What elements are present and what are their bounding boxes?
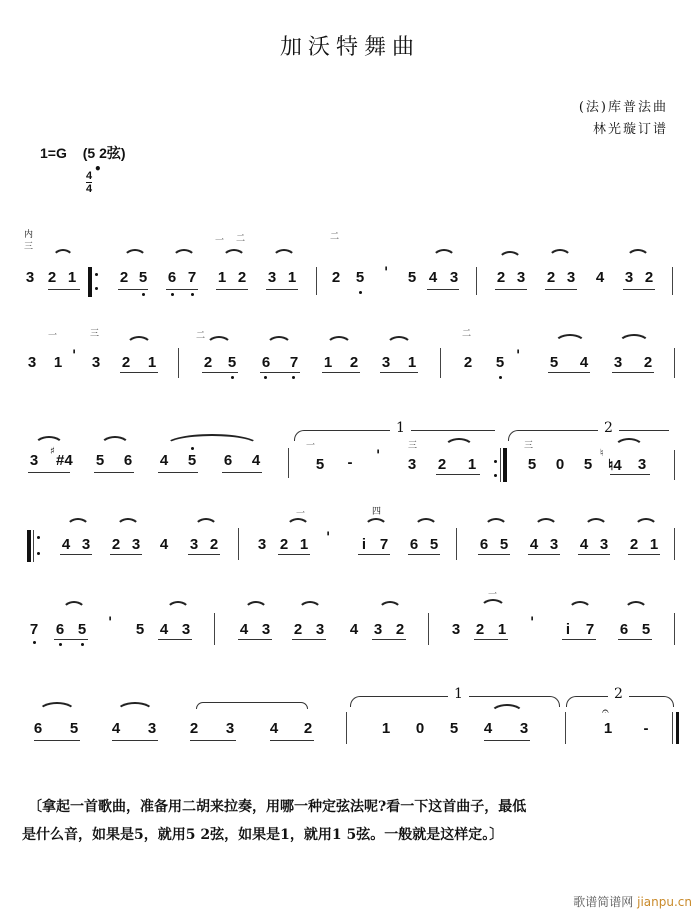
note: 2: [643, 354, 653, 371]
breath-mark: ': [326, 530, 331, 546]
underline: [222, 472, 262, 473]
note: 3: [181, 621, 191, 638]
repeat-dot: [494, 474, 497, 477]
slur: [100, 436, 130, 446]
underline: [260, 372, 300, 373]
low-octave-dot: [499, 376, 502, 379]
fingering-three: 三: [24, 242, 34, 252]
breath-mark: ': [108, 615, 113, 631]
note: 2: [644, 269, 654, 286]
note: 3: [27, 354, 37, 371]
fingering-one: 一: [296, 509, 306, 519]
underline: [292, 639, 326, 640]
note: 5: [227, 354, 237, 371]
note: 2: [303, 720, 313, 737]
bar-line: [346, 712, 347, 744]
repeat-dot: [95, 287, 98, 290]
slur: [326, 336, 352, 346]
staff-row-5: [0, 585, 700, 645]
note: 3: [373, 621, 383, 638]
note: #4: [56, 452, 73, 469]
low-octave-dot: [81, 643, 84, 646]
underline: [54, 639, 88, 640]
note: 5: [407, 269, 417, 286]
slur: [66, 518, 90, 528]
volta-number-2: 2: [598, 420, 619, 436]
note: 4: [349, 621, 359, 638]
bar-line: [476, 267, 477, 295]
time-signature: [86, 170, 92, 195]
fingering-one: 一: [215, 236, 225, 246]
underline: [94, 472, 134, 473]
note: 2: [437, 456, 447, 473]
bar-line: [238, 528, 239, 560]
note: 2: [203, 354, 213, 371]
underline: [358, 554, 390, 555]
note: 2: [546, 269, 556, 286]
note: 6: [223, 452, 233, 469]
note: 4: [428, 269, 438, 286]
note: 7: [585, 621, 595, 638]
bar-line: [288, 448, 289, 478]
note: 1: [603, 720, 613, 737]
slur: [272, 249, 296, 259]
note: 3: [519, 720, 529, 737]
bar-line: [674, 450, 675, 480]
bar-line: [456, 528, 457, 560]
underline: [372, 639, 406, 640]
note: 3: [267, 269, 277, 286]
underline: [188, 554, 220, 555]
bar-line: [674, 348, 675, 378]
slur: [164, 434, 260, 446]
slur: [34, 436, 64, 446]
note: 4: [579, 354, 589, 371]
bar-line: [500, 448, 501, 482]
note: 5: [315, 456, 325, 473]
note: 2: [47, 269, 57, 286]
slur: [244, 601, 268, 611]
note: 5: [499, 536, 509, 553]
low-octave-dot: [292, 376, 295, 379]
underline: [408, 554, 440, 555]
note: 3: [189, 536, 199, 553]
fingering-three: 三: [90, 329, 100, 339]
note: 2: [237, 269, 247, 286]
slur: [62, 601, 86, 611]
note: 1: [323, 354, 333, 371]
note: 3: [131, 536, 141, 553]
note: 6: [409, 536, 419, 553]
note: 1: [497, 621, 507, 638]
low-octave-dot: [59, 643, 62, 646]
fingering-three: 三: [408, 441, 418, 451]
arranger-credit: 林光璇订谱: [592, 122, 668, 137]
underline: [474, 639, 508, 640]
repeat-dot: [37, 536, 40, 539]
staff-row-6: [0, 680, 700, 740]
fermata-icon: 𝄐: [602, 704, 609, 718]
fingering-four: 四: [372, 507, 382, 517]
note: 7: [379, 536, 389, 553]
note: 7: [187, 269, 197, 286]
high-octave-dot: [191, 447, 194, 450]
note: 5: [583, 456, 593, 473]
underline: [612, 372, 654, 373]
underline: [158, 472, 198, 473]
slur: [386, 336, 412, 346]
underline: [478, 554, 510, 555]
note: 1: [649, 536, 659, 553]
note: 4: [159, 536, 169, 553]
low-octave-dot: [33, 641, 36, 644]
note: 2: [279, 536, 289, 553]
slur: [166, 601, 190, 611]
underline: [266, 289, 298, 290]
fingering-one: 一: [488, 590, 498, 600]
watermark-en: jianpu.cn: [637, 895, 692, 909]
note: 4: [529, 536, 539, 553]
note: 3: [407, 456, 417, 473]
underline: [484, 740, 530, 741]
slur: [116, 702, 154, 712]
note: 5: [135, 621, 145, 638]
note: 1: [217, 269, 227, 286]
underline: [436, 474, 480, 475]
underline: [495, 289, 527, 290]
note: i: [361, 536, 367, 553]
note: 1: [53, 354, 63, 371]
slur: [206, 336, 232, 346]
explanatory-note: [22, 793, 678, 849]
note: 4: [239, 621, 249, 638]
low-octave-dot: [191, 293, 194, 296]
note-line-2: 是什么音，如果是5，就用5 2弦，如果是1，就用1 5弦。一般就是这样定。〕: [22, 827, 504, 843]
bar-line: [440, 348, 441, 378]
staff-row-2: [0, 320, 700, 380]
note: 5: [527, 456, 537, 473]
slur: [364, 518, 388, 528]
note: 3: [81, 536, 91, 553]
slur: [618, 334, 650, 344]
underline: [48, 289, 80, 290]
repeat-dot: [95, 273, 98, 276]
volta-number-1: 1: [390, 420, 411, 436]
slur: [480, 599, 506, 609]
slur: [548, 249, 572, 259]
slur: [626, 249, 650, 259]
note: 3: [451, 621, 461, 638]
note: 4: [595, 269, 605, 286]
fingering-one: 一: [48, 331, 58, 341]
slur: [126, 336, 152, 346]
slur: [286, 518, 310, 528]
note: 3: [566, 269, 576, 286]
note: -: [347, 454, 353, 471]
note: 2: [463, 354, 473, 371]
note: 3: [261, 621, 271, 638]
key-label: 1=G: [40, 145, 67, 161]
note: 2: [331, 269, 341, 286]
volta-number-1: 1: [448, 686, 469, 702]
underline: [158, 639, 192, 640]
note: 5: [95, 452, 105, 469]
note: 3: [613, 354, 623, 371]
bar-line: [672, 267, 673, 295]
repeat-end-bar: [503, 448, 507, 482]
low-octave-dot: [264, 376, 267, 379]
low-octave-dot: [171, 293, 174, 296]
natural-accidental: ♮: [600, 448, 604, 459]
note: 5: [355, 269, 365, 286]
note: ♮4: [608, 457, 622, 474]
fingering-one: 一: [306, 441, 316, 451]
note: 5: [549, 354, 559, 371]
underline: [60, 554, 92, 555]
staff-row-4: [0, 500, 700, 560]
page-title: 加沃特舞曲: [279, 35, 420, 60]
note: 3: [516, 269, 526, 286]
note: 5: [138, 269, 148, 286]
underline: [610, 474, 650, 475]
fingering-two: 二: [462, 329, 472, 339]
note: 6: [619, 621, 629, 638]
underline: [190, 740, 236, 741]
breath-mark: ': [516, 348, 521, 364]
slur: [634, 518, 658, 528]
watermark-cn: 歌谱简谱网: [573, 895, 634, 909]
note: 4: [483, 720, 493, 737]
note: 4: [61, 536, 71, 553]
note: 4: [251, 452, 261, 469]
slur: [414, 518, 438, 528]
note: 1: [407, 354, 417, 371]
note: 2: [349, 354, 359, 371]
note: 3: [225, 720, 235, 737]
tuning-label: (5 2弦): [82, 145, 126, 161]
composer-credit: (法)库普法曲: [578, 100, 668, 115]
note: 1: [67, 269, 77, 286]
slur: [534, 518, 558, 528]
note: 6: [479, 536, 489, 553]
note: 2: [496, 269, 506, 286]
note: 2: [111, 536, 121, 553]
slur: [584, 518, 608, 528]
note: 3: [624, 269, 634, 286]
breath-mark: ': [376, 448, 381, 464]
note: 6: [167, 269, 177, 286]
bar-line: [565, 712, 566, 744]
underline: [427, 289, 459, 290]
slur: [196, 702, 308, 709]
dot-mark: •: [94, 162, 102, 176]
note: 4: [269, 720, 279, 737]
note: 3: [315, 621, 325, 638]
fingering-two: 二: [330, 232, 340, 242]
note: i: [565, 621, 571, 638]
note: 1: [467, 456, 477, 473]
note: 2: [293, 621, 303, 638]
underline: [28, 472, 70, 473]
underline: [623, 289, 655, 290]
underline: [110, 554, 142, 555]
repeat-dot: [494, 460, 497, 463]
note: 7: [29, 621, 39, 638]
staff-row-3: [0, 410, 700, 474]
note: 5: [69, 720, 79, 737]
slur: [52, 249, 74, 259]
fingering-two: 二: [236, 234, 246, 244]
slur: [498, 251, 522, 261]
low-octave-dot: [142, 293, 145, 296]
underline: [118, 289, 148, 290]
fingering-three: 三: [524, 441, 534, 451]
note: 4: [159, 621, 169, 638]
slur: [554, 334, 586, 344]
note: 6: [123, 452, 133, 469]
note: 2: [395, 621, 405, 638]
note: 3: [549, 536, 559, 553]
underline: [618, 639, 652, 640]
slur: [172, 249, 196, 259]
note: 1: [299, 536, 309, 553]
low-octave-dot: [359, 291, 362, 294]
time-top: 4: [86, 170, 93, 182]
note: 2: [629, 536, 639, 553]
underline: [202, 372, 238, 373]
underline: [548, 372, 590, 373]
note: 7: [289, 354, 299, 371]
note: 1: [381, 720, 391, 737]
note: -: [643, 720, 649, 737]
volta-number-2: 2: [608, 686, 629, 702]
slur: [38, 702, 76, 712]
underline: [562, 639, 596, 640]
note: 3: [599, 536, 609, 553]
low-octave-dot: [231, 376, 234, 379]
note: 5: [641, 621, 651, 638]
slur: [568, 601, 592, 611]
note: 3: [147, 720, 157, 737]
repeat-start-bar: [27, 530, 31, 562]
note: 5: [429, 536, 439, 553]
underline: [545, 289, 577, 290]
note: 3: [449, 269, 459, 286]
repeat-dot: [37, 552, 40, 555]
note: 3: [29, 452, 39, 469]
breath-mark: ': [530, 615, 535, 631]
note: 3: [91, 354, 101, 371]
note: 3: [381, 354, 391, 371]
note: 2: [209, 536, 219, 553]
bar-line: [316, 267, 317, 295]
note: 5: [187, 452, 197, 469]
note: 0: [555, 456, 565, 473]
watermark: [573, 893, 692, 910]
bar-line: [214, 613, 215, 645]
underline: [216, 289, 248, 290]
time-bottom: 4: [86, 183, 93, 195]
underline: [112, 740, 158, 741]
underline: [278, 554, 310, 555]
repeat-start-bar: [88, 267, 92, 297]
breath-mark: ': [72, 348, 77, 364]
note: 6: [261, 354, 271, 371]
slur: [222, 249, 246, 259]
note: 2: [119, 269, 129, 286]
bar-line: [672, 712, 673, 744]
slur: [123, 249, 147, 259]
note: 5: [495, 354, 505, 371]
underline: [322, 372, 360, 373]
note: 2: [189, 720, 199, 737]
note-line-1: 〔拿起一首歌曲，准备用二胡来拉奏，用哪一种定弦法呢?看一下这首曲子，最低: [28, 799, 527, 815]
note: 4: [111, 720, 121, 737]
note: 2: [475, 621, 485, 638]
slur: [378, 601, 402, 611]
key-signature: [40, 143, 126, 163]
final-bar: [676, 712, 679, 744]
note: 3: [257, 536, 267, 553]
note: 5: [449, 720, 459, 737]
underline: [270, 740, 314, 741]
slur: [432, 249, 456, 259]
underline: [238, 639, 272, 640]
underline: [628, 554, 660, 555]
note: 4: [159, 452, 169, 469]
slur: [624, 601, 648, 611]
slur: [484, 518, 508, 528]
slur: [194, 518, 218, 528]
note: 3: [637, 456, 647, 473]
fingering-two: 二: [196, 331, 206, 341]
note: 4: [579, 536, 589, 553]
underline: [528, 554, 560, 555]
slur: [266, 336, 292, 346]
bar-line: [178, 348, 179, 378]
staff-row-1: [0, 225, 700, 285]
note: 0: [415, 720, 425, 737]
underline: [166, 289, 198, 290]
note: 3: [25, 269, 35, 286]
breath-mark: ': [384, 265, 389, 281]
slur: [116, 518, 140, 528]
note: 1: [147, 354, 157, 371]
underline: [380, 372, 418, 373]
note: 6: [33, 720, 43, 737]
underline: [120, 372, 158, 373]
underline: [578, 554, 610, 555]
bar-line: [674, 528, 675, 560]
note: 5: [77, 621, 87, 638]
fingering-inner: 内: [24, 230, 34, 240]
note: 2: [121, 354, 131, 371]
underline: [34, 740, 80, 741]
slur: [298, 601, 322, 611]
bar-line: [33, 530, 34, 562]
note: 1: [287, 269, 297, 286]
bar-line: [674, 613, 675, 645]
note: 6: [55, 621, 65, 638]
bar-line: [428, 613, 429, 645]
sharp-accidental: ♯: [50, 446, 55, 457]
